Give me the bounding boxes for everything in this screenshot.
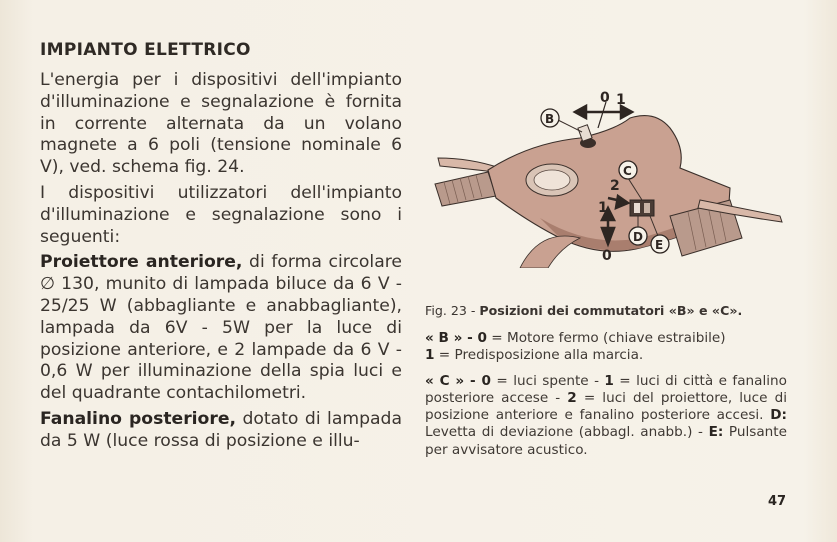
intro-paragraph-2: I dispositivi utilizzatori dell'impianto d'illuminazione e segnalazione sono i seguenti: xyxy=(40,182,402,247)
c-key-1: 1 xyxy=(604,372,614,389)
callout-b-line xyxy=(558,120,582,132)
handlebar-figure xyxy=(430,88,800,268)
b-text: = Motore fermo (chiave estraibile) xyxy=(486,330,726,346)
leg-shield xyxy=(520,236,580,268)
b-key: « B » - 0 xyxy=(425,330,487,346)
b-key2: 1 xyxy=(425,347,435,364)
e-text: Pulsante per avvisatore acustico. xyxy=(425,424,787,458)
proiettore-paragraph xyxy=(40,252,402,405)
caption-title: Posizioni dei commutatori «B» e «C». xyxy=(479,303,743,318)
left-grip xyxy=(435,172,496,206)
label-pos-2: 2 xyxy=(610,178,620,194)
caption-prefix: Fig. 23 - xyxy=(425,303,480,318)
callout-e-label: E xyxy=(655,238,664,252)
callout-d-label: D xyxy=(633,230,643,244)
proiettore-label: Proiettore anteriore, xyxy=(40,252,243,273)
callout-b-label: B xyxy=(545,112,555,126)
c-text-3: = luci del proiettore, luce di posizione anteriore e fanalino posteriore accesi. xyxy=(425,389,787,424)
label-top-1: 1 xyxy=(616,92,626,108)
callout-c-label: C xyxy=(623,164,632,178)
light-switch-block xyxy=(630,200,654,216)
fanalino-paragraph xyxy=(40,409,402,453)
intro-paragraph-1: L'energia per i dispositivi dell'impianto d'illuminazione e segnalazione è fornita in corrente alternata da un volano magnete a 6 poli (tensione nominale 6 V), ved. schema fig. 24. xyxy=(40,70,402,178)
horn-button xyxy=(644,203,650,213)
b-text2: = Predisposizione alla marcia. xyxy=(434,347,644,364)
d-text: Levetta di deviazione (abbagl. anabb.) - xyxy=(425,424,709,441)
c-text-2: = luci di città e fanalino posteriore accese - xyxy=(425,372,787,406)
left-column xyxy=(40,40,402,457)
switch-b-description xyxy=(425,330,787,365)
page-number: 47 xyxy=(768,494,787,509)
c-text-1: = luci spente - xyxy=(490,372,605,389)
label-pos-1: 1 xyxy=(598,200,608,216)
fanalino-text: dotato di lampada da 5 W (luce rossa di posizione e illu- xyxy=(40,408,402,451)
proiettore-text: di forma circolare ∅ 130, munito di lampada biluce da 6 V - 25/25 W (abbagliante e anabbagliante), lampada da 6V - 5W per la luce di posizione anteriore, e 2 lampade da 6 V - 0,6 W per illuminazione della spia luci e del quadrante contachilometri. xyxy=(40,252,402,404)
c-key-2: 2 xyxy=(567,389,577,406)
switch-c-description xyxy=(425,373,787,459)
label-top-0: 0 xyxy=(600,90,610,106)
section-title: IMPIANTO ELETTRICO xyxy=(40,40,251,60)
e-key: E: xyxy=(708,424,724,441)
d-key: D: xyxy=(770,407,787,424)
c-key: « C » - 0 xyxy=(425,372,491,389)
speedometer-dial xyxy=(534,170,570,190)
label-pos-0: 0 xyxy=(602,248,612,264)
right-column xyxy=(425,303,787,467)
light-switch-lever xyxy=(634,203,640,213)
fanalino-label: Fanalino posteriore, xyxy=(40,408,237,429)
figure-caption xyxy=(425,303,787,318)
